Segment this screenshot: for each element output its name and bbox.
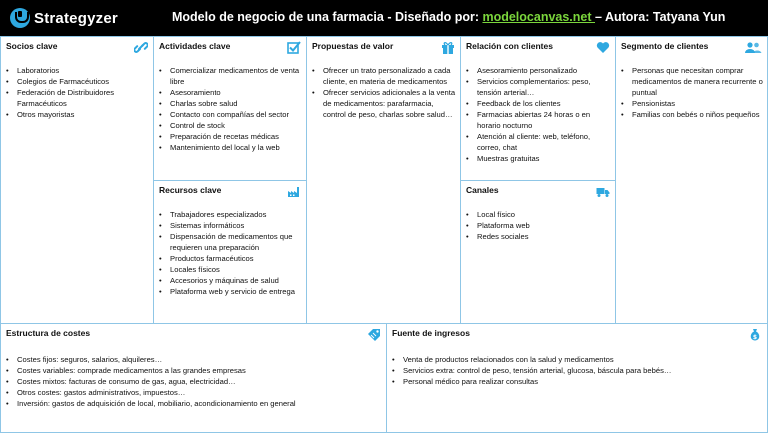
list-item: • Productos farmacéuticos — [159, 253, 303, 264]
svg-text:$: $ — [752, 334, 758, 341]
list-item: • Dispensación de medicamentos que requieren una preparación — [159, 231, 303, 253]
list-item: • Accesorios y máquinas de salud — [159, 275, 303, 286]
block-relacion-clientes — [460, 36, 616, 181]
list-item: • Trabajadores especializados — [159, 209, 303, 220]
recursos-list — [159, 209, 303, 297]
block-title: Segmento de clientes — [621, 41, 709, 51]
list-item: • Venta de productos relacionados con la salud y medicamentos — [392, 354, 764, 365]
list-item: • Costes mixtos: facturas de consumo de gas, agua, electricidad… — [6, 376, 383, 387]
list-item: • Servicios extra: control de peso, tensión arterial, glucosa, báscula para bebés… — [392, 365, 764, 376]
list-item: • Colegios de Farmacéuticos — [6, 76, 148, 87]
block-title: Estructura de costes — [6, 328, 91, 338]
socios-list — [6, 65, 148, 120]
segmento-list — [621, 65, 763, 120]
list-item: • Comercializar medicamentos de venta libre — [159, 65, 303, 87]
factory-icon — [287, 185, 301, 198]
list-item: • Muestras gratuitas — [466, 153, 612, 164]
block-title: Actividades clave — [159, 41, 231, 51]
list-item: • Laboratorios — [6, 65, 148, 76]
block-actividades-clave — [153, 36, 307, 181]
list-item: • Inversión: gastos de adquisición de local, mobiliario, acondicionamiento en general — [6, 398, 383, 409]
gift-icon — [441, 41, 455, 54]
heart-icon — [596, 41, 610, 54]
title-suffix: – Autora: Tatyana Yun — [595, 10, 726, 24]
list-item: • Familias con bebés o niños pequeños — [621, 109, 763, 120]
list-item: • Farmacias abiertas 24 horas o en horario nocturno — [466, 109, 612, 131]
list-item: • Contacto con compañías del sector — [159, 109, 303, 120]
list-item: • Ofrecer servicios adicionales a la venta de medicamentos: parafarmacia, control de peso, charlas sobre salud… — [312, 87, 457, 120]
strategyzer-logo-icon — [10, 8, 30, 28]
block-title: Fuente de ingresos — [392, 328, 470, 338]
link-icon — [134, 41, 148, 54]
block-canales — [460, 180, 616, 324]
relacion-list — [466, 65, 612, 164]
users-icon — [744, 41, 762, 54]
list-item: • Otros costes: gastos administrativos, impuestos… — [6, 387, 383, 398]
list-item: • Ofrecer un trato personalizado a cada cliente, en materia de medicamentos — [312, 65, 457, 87]
block-title: Socios clave — [6, 41, 58, 51]
list-item: • Costes variables: comprade medicamentos a las grandes empresas — [6, 365, 383, 376]
checkbox-icon — [287, 41, 301, 54]
list-item: • Otros mayoristas — [6, 109, 148, 120]
list-item: • Asesoramiento personalizado — [466, 65, 612, 76]
block-title: Canales — [466, 185, 499, 195]
header-bar — [0, 0, 768, 36]
list-item: • Federación de Distribuidores Farmacéuticos — [6, 87, 148, 109]
actividades-list — [159, 65, 303, 153]
list-item: • Control de stock — [159, 120, 303, 131]
propuestas-list — [312, 65, 457, 120]
money-bag-icon — [748, 328, 762, 341]
ingresos-list — [392, 354, 764, 387]
canales-list — [466, 209, 612, 242]
costes-list — [6, 354, 383, 409]
list-item: • Local físico — [466, 209, 612, 220]
page-title — [172, 10, 725, 24]
modelocanvas-link[interactable]: modelocanvas.net — [482, 10, 596, 24]
block-fuente-ingresos — [386, 323, 768, 433]
list-item: • Charlas sobre salud — [159, 98, 303, 109]
list-item: • Locales físicos — [159, 264, 303, 275]
truck-icon — [596, 185, 610, 198]
list-item: • Mantenimiento del local y la web — [159, 142, 303, 153]
block-propuestas-valor — [306, 36, 461, 324]
list-item: • Atención al cliente: web, teléfono, correo, chat — [466, 131, 612, 153]
block-recursos-clave — [153, 180, 307, 324]
list-item: • Redes sociales — [466, 231, 612, 242]
block-title: Recursos clave — [159, 185, 222, 195]
block-socios-clave — [0, 36, 154, 324]
list-item: • Personas que necesitan comprar medicamentos de manera recurrente o puntual — [621, 65, 763, 98]
list-item: • Plataforma web — [466, 220, 612, 231]
list-item: • Sistemas informáticos — [159, 220, 303, 231]
list-item: • Asesoramiento — [159, 87, 303, 98]
list-item: • Pensionistas — [621, 98, 763, 109]
title-prefix: Modelo de negocio de una farmacia - Diseñado por: — [172, 10, 483, 24]
list-item: • Personal médico para realizar consultas — [392, 376, 764, 387]
list-item: • Plataforma web y servicio de entrega — [159, 286, 303, 297]
block-title: Relación con clientes — [466, 41, 553, 51]
logo-text: Strategyzer — [34, 9, 118, 27]
tag-icon — [367, 328, 381, 341]
list-item: • Costes fijos: seguros, salarios, alquileres… — [6, 354, 383, 365]
list-item: • Preparación de recetas médicas — [159, 131, 303, 142]
block-title: Propuestas de valor — [312, 41, 394, 51]
strategyzer-logo[interactable] — [10, 6, 118, 30]
list-item: • Servicios complementarios: peso, tensión arterial… — [466, 76, 612, 98]
list-item: • Feedback de los clientes — [466, 98, 612, 109]
block-segmento-clientes — [615, 36, 768, 324]
block-estructura-costes — [0, 323, 387, 433]
